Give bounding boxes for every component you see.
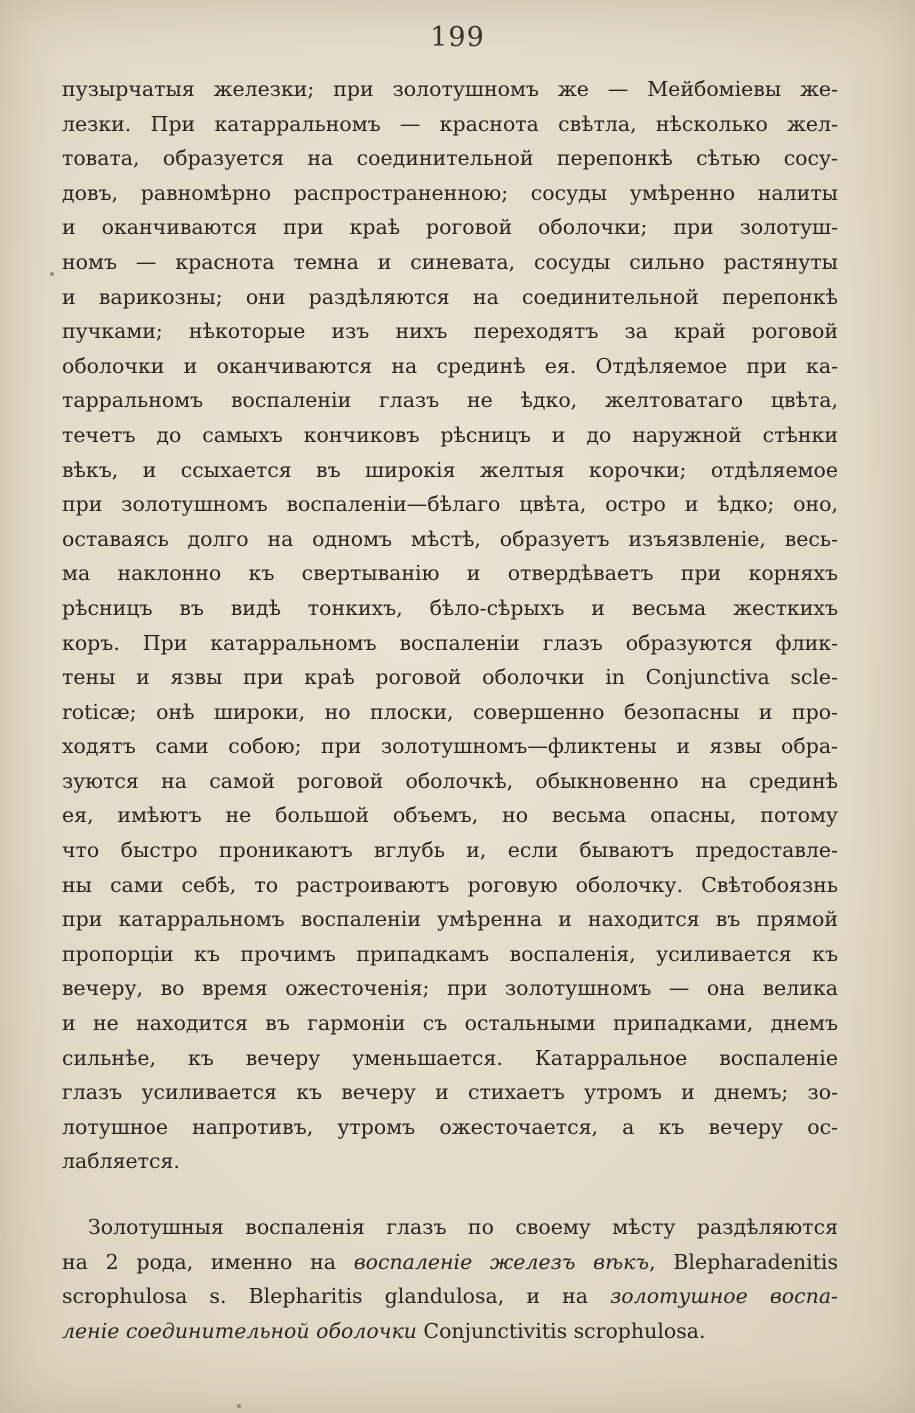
text-line	[62, 1314, 838, 1349]
text-line: довъ, равномѣрно распространенною; сосуды умѣренно налиты	[62, 180, 838, 205]
text-line: оставаясь долго на одномъ мѣстѣ, образуетъ изъязвленіе, весь-	[62, 526, 838, 551]
text-line: рѣсницъ въ видѣ тонкихъ, бѣло-сѣрыхъ и весьма жесткихъ	[62, 595, 838, 620]
text-line: тены и язвы при краѣ роговой оболочки in Conjunctiva scle-	[62, 665, 838, 690]
text-line: и не находится въ гармоніи съ остальными припадками, днемъ	[62, 1011, 838, 1036]
paper-speck	[237, 1404, 241, 1408]
text-line: что быстро проникаютъ вглубь и, если бываютъ предоставле-	[62, 838, 838, 863]
text-line	[62, 1245, 838, 1280]
text-run: Conjunctivitis scrophulosa.	[416, 1318, 706, 1343]
text-line: Золотушныя воспаленія глазъ по своему мѣсту раздѣляются	[88, 1215, 838, 1239]
text-line: ма наклонно къ свертыванію и отвердѣваетъ при корняхъ	[62, 561, 838, 586]
paragraph-2	[62, 1210, 838, 1348]
text-line: зуются на самой роговой оболочкѣ, обыкновенно на срединѣ	[62, 768, 838, 793]
italic-term: золотушное воспа-	[610, 1284, 838, 1309]
text-run: на 2 рода, именно на	[62, 1249, 354, 1274]
text-line: глазъ усиливается къ вечеру и стихаетъ утромъ и днемъ; зо-	[62, 1080, 838, 1105]
text-line: roticæ; онѣ широки, но плоски, совершенно безопасны и про-	[62, 699, 838, 724]
text-line: ея, имѣютъ не большой объемъ, но весьма опасны, потому	[62, 803, 838, 828]
text-line: ны сами себѣ, то растроиваютъ роговую оболочку. Свѣтобоязнь	[62, 872, 838, 897]
text-line: при катарральномъ воспаленіи умѣренна и находится въ прямой	[62, 907, 838, 932]
text-run: scrophulosa s. Blepharitis glandulosa, и на	[62, 1284, 611, 1309]
text-line: лезки. При катарральномъ — краснота свѣтла, нѣсколько жел-	[62, 111, 838, 136]
paragraph-1	[62, 72, 838, 1179]
text-line: при золотушномъ воспаленіи—бѣлаго цвѣта, остро и ѣдко; оно,	[62, 492, 838, 517]
text-line: пропорціи къ прочимъ припадкамъ воспаленія, усиливается къ	[62, 941, 838, 966]
paper-speck	[50, 272, 54, 276]
text-line: коръ. При катарральномъ воспаленіи глазъ образуются флик-	[62, 630, 838, 655]
italic-term: воспаленіе железъ вѣкъ	[353, 1249, 650, 1274]
italic-term: леніе соединительной оболочки	[62, 1318, 417, 1343]
text-line: и оканчиваются при краѣ роговой оболочки; при золотуш-	[62, 215, 838, 240]
text-line: вечеру, во время ожесточенія; при золотушномъ — она велика	[62, 976, 838, 1001]
text-run: , Blepharadenitis	[649, 1249, 838, 1274]
text-line: оболочки и оканчиваются на срединѣ ея. Отдѣляемое при ка-	[62, 353, 838, 378]
text-line: и варикозны; они раздѣляются на соединительной перепонкѣ	[62, 284, 838, 309]
text-line: пучками; нѣкоторые изъ нихъ переходятъ за край роговой	[62, 319, 838, 344]
text-line: пузырчатыя железки; при золотушномъ же — Мейбоміевы же-	[62, 77, 838, 101]
text-line: номъ — краснота темна и синевата, сосуды сильно растянуты	[62, 249, 838, 274]
text-line: течетъ до самыхъ кончиковъ рѣсницъ и до наружной стѣнки	[62, 422, 838, 447]
text-line: сильнѣе, къ вечеру уменьшается. Катарральное воспаленіе	[62, 1045, 838, 1070]
text-line: вѣкъ, и ссыхается въ широкія желтыя корочки; отдѣляемое	[62, 457, 838, 482]
text-line: лабляется.	[62, 1149, 180, 1174]
text-line	[62, 1279, 838, 1314]
text-line: товата, образуется на соединительной перепонкѣ сѣтью сосу-	[62, 146, 838, 171]
page-number: 199	[430, 22, 485, 53]
text-line: лотушное напротивъ, утромъ ожесточается, а къ вечеру ос-	[62, 1114, 838, 1139]
text-line: ходятъ сами собою; при золотушномъ—фликтены и язвы обра-	[62, 734, 838, 759]
text-line: тарральномъ воспаленіи глазъ не ѣдко, желтоватаго цвѣта,	[62, 388, 838, 413]
